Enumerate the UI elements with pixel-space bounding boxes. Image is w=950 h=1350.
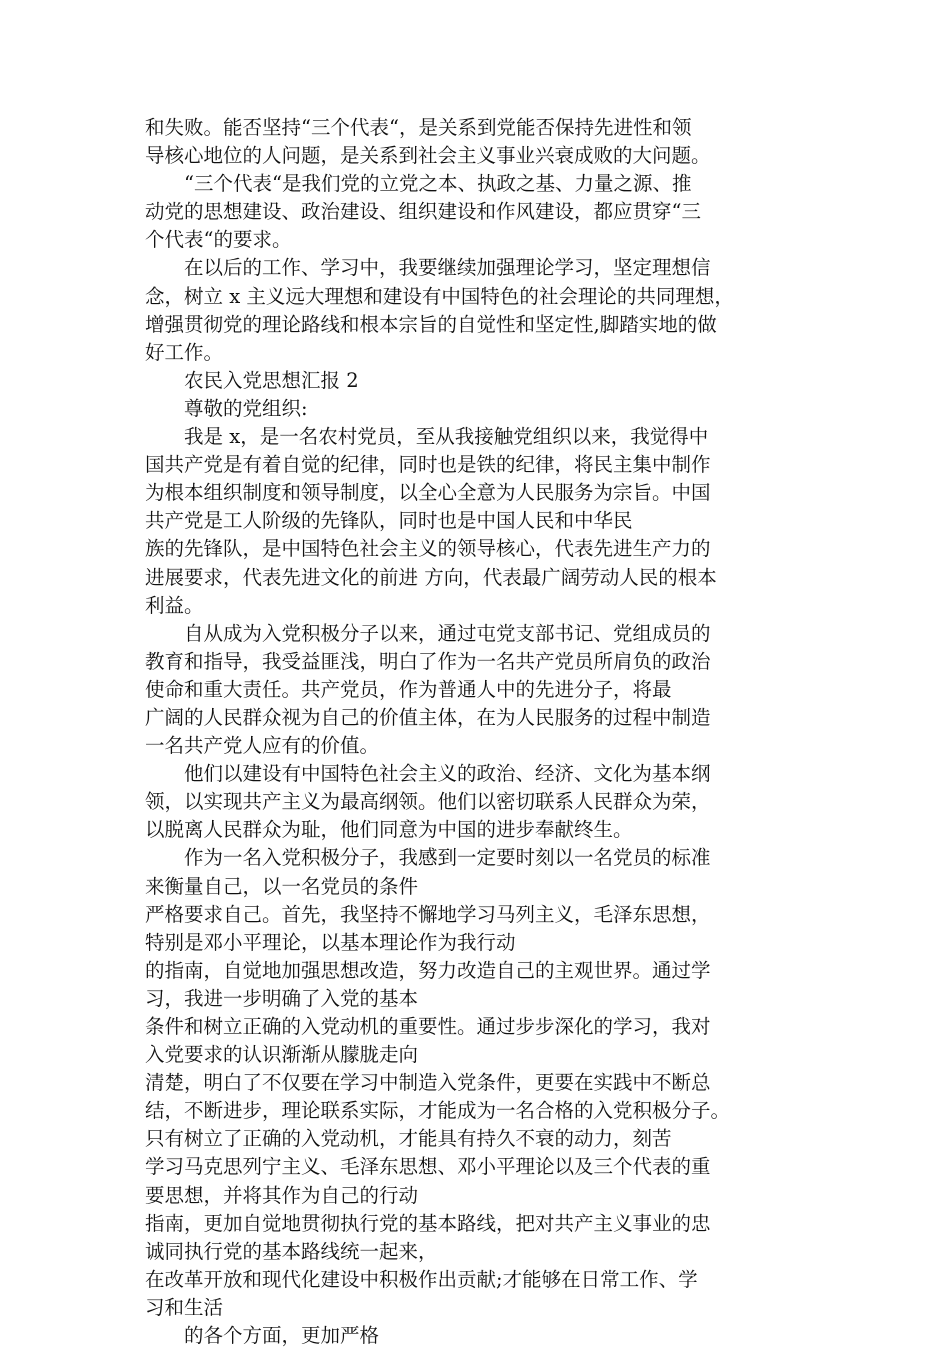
text-line: 增强贯彻党的理论路线和根本宗旨的自觉性和坚定性,脚踏实地的做 <box>145 312 717 336</box>
text-line: 好工作。 <box>145 340 224 364</box>
text-line: 念，树立 x 主义远大理想和建设有中国特色的社会理论的共同理想， <box>145 284 734 308</box>
text-line: 在以后的工作、学习中，我要继续加强理论学习，坚定理想信 <box>145 256 711 280</box>
text-line: 和失败。能否坚持“三个代表“，是关系到党能否保持先进性和领 <box>145 116 692 139</box>
text-line: 尊敬的党组织: <box>145 396 308 420</box>
text-line: 农民入党思想汇报 2 <box>145 368 359 392</box>
text-line: 清楚，明白了不仅要在学习中制造入党条件，更要在实践中不断总 <box>145 1071 711 1095</box>
text-line: 在改革开放和现代化建设中积极作出贡献;才能够在日常工作、学 <box>145 1267 698 1291</box>
text-line: 作为一名入党积极分子，我感到一定要时刻以一名党员的标准 <box>145 846 711 870</box>
text-line: 广阔的人民群众视为自己的价值主体，在为人民服务的过程中制造 <box>145 705 711 729</box>
text-line: 入党要求的认识渐渐从朦胧走向 <box>145 1043 419 1067</box>
text-line: 动党的思想建设、政治建设、组织建设和作风建设，都应贯穿“三 <box>145 200 701 224</box>
text-line: 个代表“的要求。 <box>145 228 292 252</box>
text-line: 领，以实现共产主义为最高纲领。他们以密切联系人民群众为荣， <box>145 790 711 814</box>
text-line: 共产党是工人阶级的先锋队，同时也是中国人民和中华民 <box>145 509 633 533</box>
text-line: 以脱离人民群众为耻，他们同意为中国的进步奉献终生。 <box>145 818 633 842</box>
text-line: 为根本组织制度和领导制度，以全心全意为人民服务为宗旨。中国 <box>145 481 711 505</box>
text-line: 习，我进一步明确了入党的基本 <box>145 986 419 1010</box>
text-line: 只有树立了正确的入党动机，才能具有持久不衰的动力，刻苦 <box>145 1127 672 1151</box>
text-line: 来衡量自己，以一名党员的条件 <box>145 874 419 898</box>
text-line: 条件和树立正确的入党动机的重要性。通过步步深化的学习，我对 <box>145 1015 711 1038</box>
text-line: 特别是邓小平理论，以基本理论作为我行动 <box>145 930 516 954</box>
text-line: 要思想，并将其作为自己的行动 <box>145 1183 419 1207</box>
text-line: 利益。 <box>145 593 204 617</box>
text-line: 他们以建设有中国特色社会主义的政治、经济、文化为基本纲 <box>145 762 711 786</box>
text-line: 一名共产党人应有的价值。 <box>145 734 380 758</box>
text-line: 诚同执行党的基本路线统一起来， <box>145 1239 438 1263</box>
text-line: 习和生活 <box>145 1295 224 1319</box>
text-line: 我是 x，是一名农村党员，至从我接触党组织以来，我觉得中 <box>145 425 709 449</box>
text-line: 族的先锋队，是中国特色社会主义的领导核心，代表先进生产力的 <box>145 537 711 561</box>
text-line: 国共产党是有着自觉的纪律，同时也是铁的纪律，将民主集中制作 <box>145 453 711 477</box>
text-line: 导核心地位的人问题，是关系到社会主义事业兴衰成败的大问题。 <box>145 144 711 168</box>
text-line: 的各个方面，更加严格 <box>145 1324 380 1348</box>
text-line: 教育和指导，我受益匪浅，明白了作为一名共产党员所肩负的政治 <box>145 649 711 673</box>
text-line: 指南，更加自觉地贯彻执行党的基本路线，把对共产主义事业的忠 <box>145 1211 711 1235</box>
text-line: 结，不断进步，理论联系实际，才能成为一名合格的入党积极分子。 <box>145 1099 731 1123</box>
text-line: “三个代表“是我们党的立党之本、执政之基、力量之源、推 <box>145 172 692 196</box>
text-line: 严格要求自己。首先，我坚持不懈地学习马列主义，毛泽东思想， <box>145 902 711 926</box>
text-line: 的指南，自觉地加强思想改造，努力改造自己的主观世界。通过学 <box>145 958 711 982</box>
text-line: 学习马克思列宁主义、毛泽东思想、邓小平理论以及三个代表的重 <box>145 1155 711 1179</box>
text-line: 使命和重大责任。共产党员，作为普通人中的先进分子，将最 <box>145 677 672 701</box>
document-body <box>145 114 835 1350</box>
text-line: 进展要求，代表先进文化的前进 方向，代表最广阔劳动人民的根本 <box>145 565 717 589</box>
text-line: 自从成为入党积极分子以来，通过屯党支部书记、党组成员的 <box>145 621 711 645</box>
